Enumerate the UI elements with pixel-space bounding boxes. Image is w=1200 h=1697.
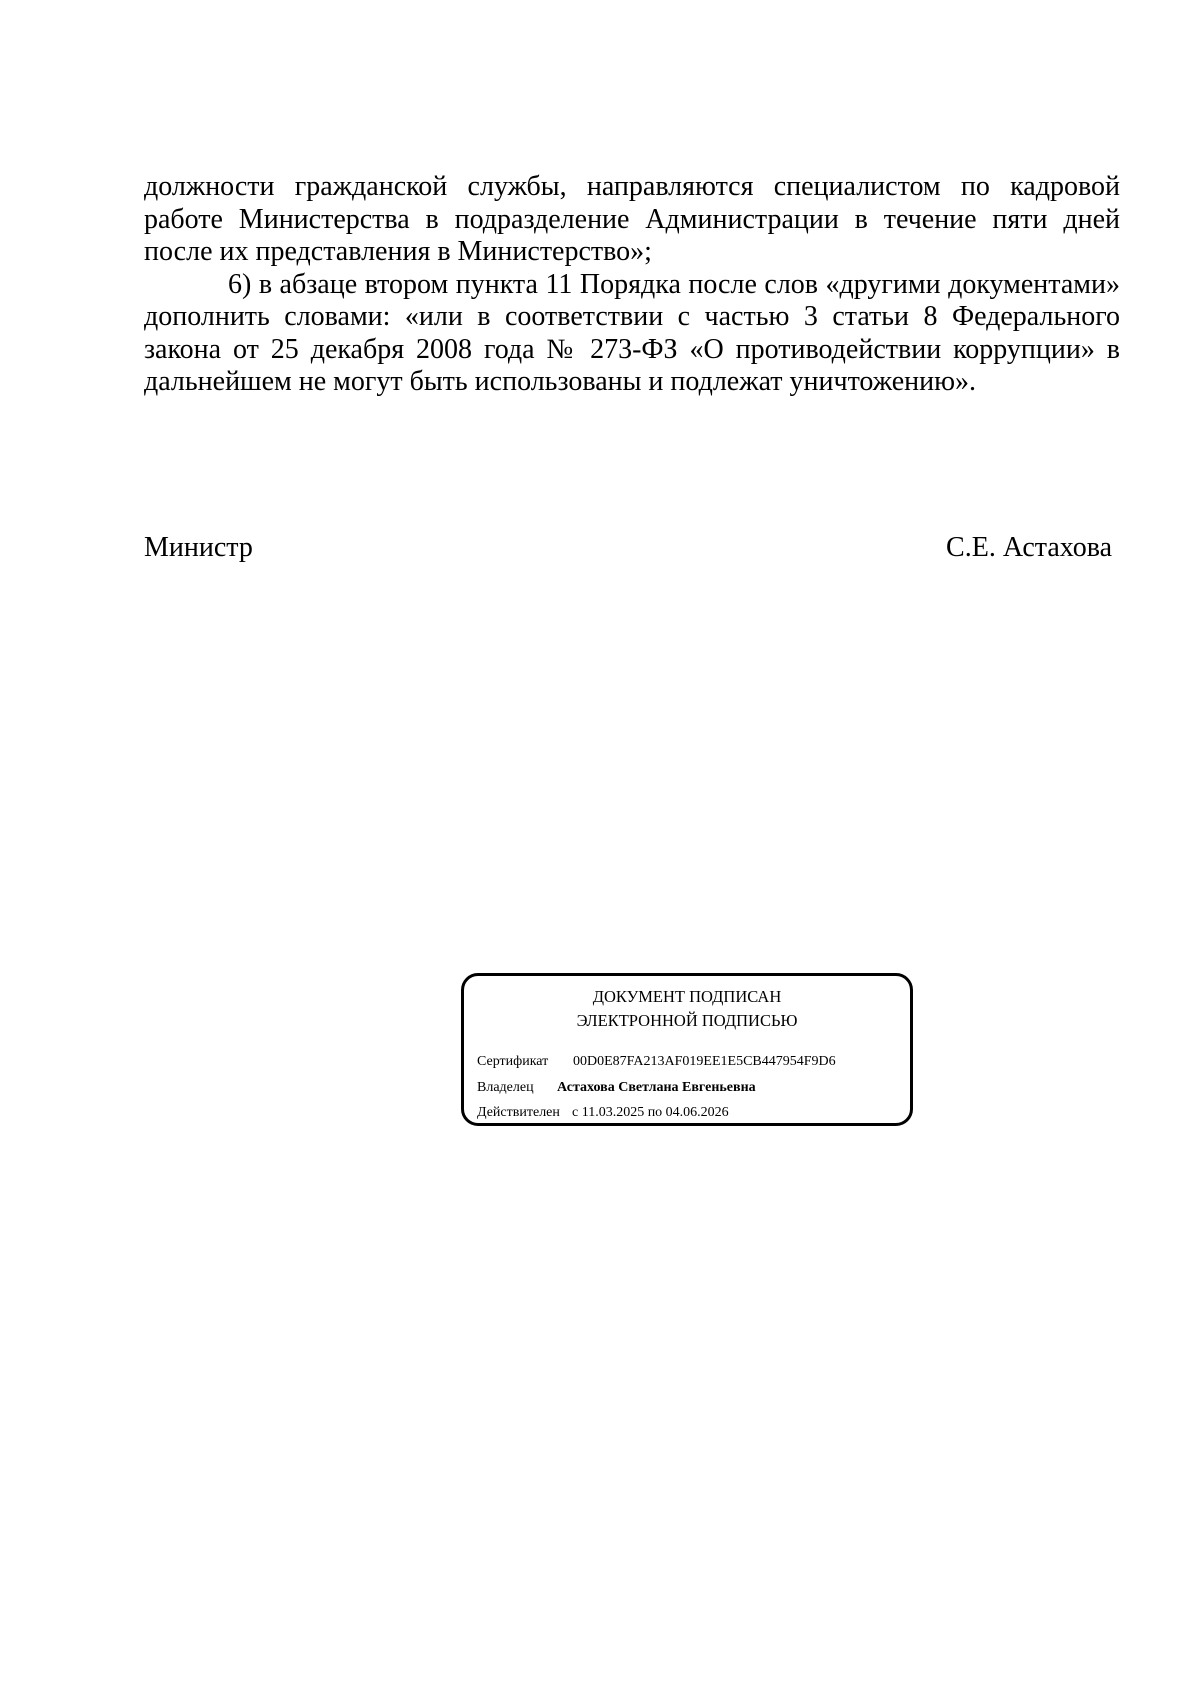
signature-block [144,532,1112,564]
paragraph-item-6: 6) в абзаце втором пункта 11 Порядка после слов «другими документами» дополнить словами: «или в соответствии с частью 3 статьи 8 Федерального закона от 25 декабря 2008 года № 273-ФЗ «О противодействии коррупции» в дальнейшем не могут быть использованы и подлежат уничтожению». [144,268,1120,397]
certificate-label: Сертификат [477,1054,549,1069]
validity-label: Действителен [477,1105,560,1120]
stamp-title [464,985,910,1033]
signatory-position: Министр [144,532,253,563]
validity-value: с 11.03.2025 по 04.06.2026 [572,1105,729,1120]
stamp-validity-row [477,1104,729,1122]
paragraph-continuation: должности гражданской службы, направляются специалистом по кадровой работе Министерства в подразделение Администрации в течение пяти дней после их представления в Министерство»; [144,171,1120,267]
owner-value: Астахова Светлана Евгеньевна [557,1080,756,1095]
electronic-signature-stamp [461,973,913,1126]
document-body [144,171,1120,399]
stamp-title-line-1: ДОКУМЕНТ ПОДПИСАН [592,987,782,1006]
signatory-name: С.Е. Астахова [946,532,1112,563]
certificate-value: 00D0E87FA213AF019EE1E5CB447954F9D6 [573,1054,836,1069]
stamp-certificate-row [477,1053,836,1071]
stamp-title-line-2: ЭЛЕКТРОННОЙ ПОДПИСЬЮ [576,1011,798,1030]
owner-label: Владелец [477,1080,534,1095]
stamp-owner-row [477,1079,756,1097]
